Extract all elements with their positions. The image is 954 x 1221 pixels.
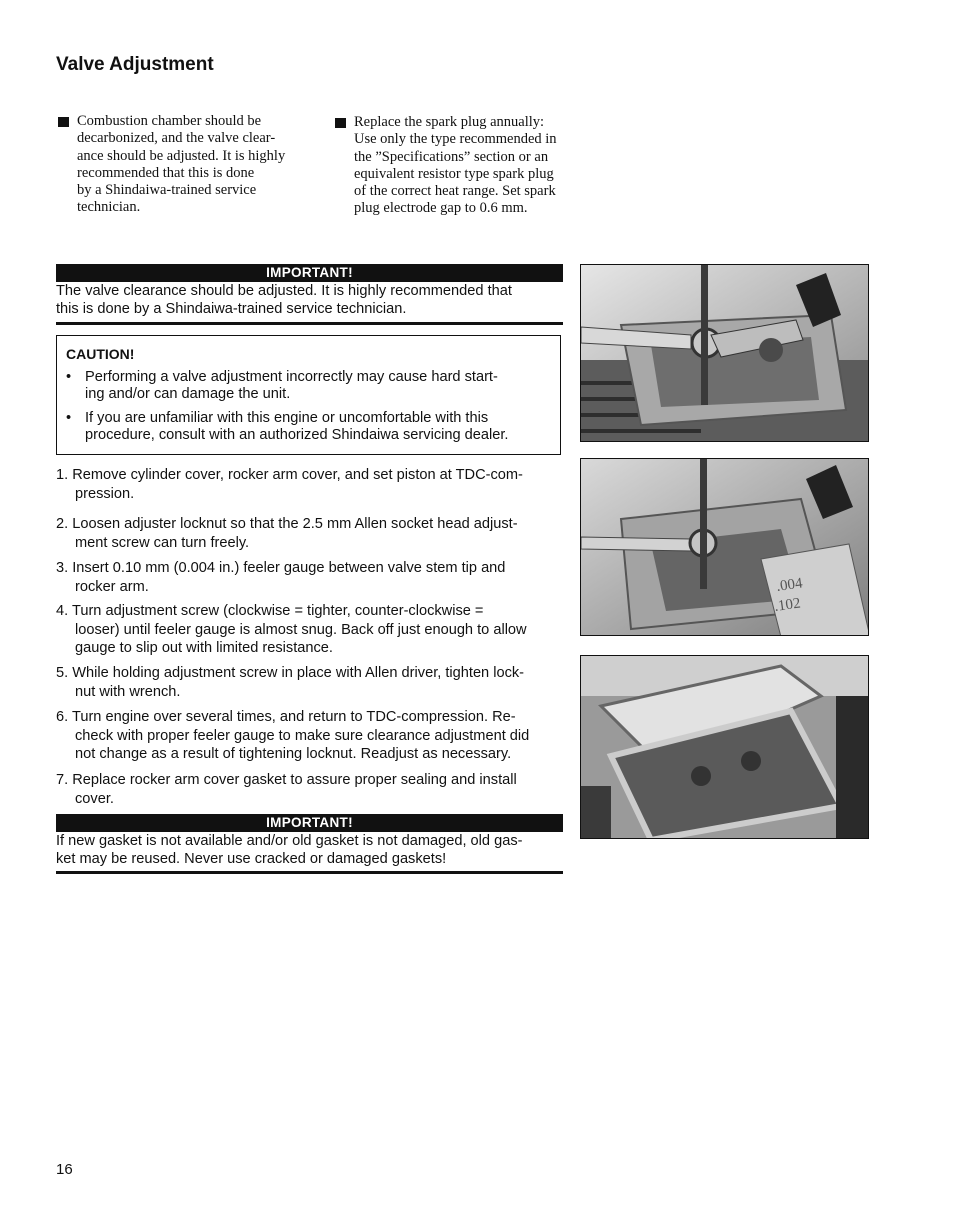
procedure-step bbox=[56, 771, 568, 808]
page-title: Valve Adjustment bbox=[56, 54, 214, 75]
procedure-step bbox=[56, 664, 568, 701]
intro-text-spark-plug: Replace the spark plug annually: Use only the type recommended in the ”Specifications” section or an equivalent resistor type spark plug of the correct heat range. Set spark plug electrode gap to 0.6 mm. bbox=[354, 114, 557, 217]
intro-column-spark-plug bbox=[335, 114, 585, 218]
step-text-first-line: 3. Insert 0.10 mm (0.004 in.) feeler gauge between valve stem tip and bbox=[56, 560, 506, 576]
intro-text-decarbonize: Combustion chamber should be decarbonized, and the valve clear- ance should be adjusted. It is highly recommended that this is done by a Shindaiwa-trained service technician. bbox=[77, 113, 286, 216]
bullet-dot-icon: • bbox=[66, 410, 72, 426]
caution-item bbox=[66, 369, 546, 404]
gauge-marking-mm: .102 bbox=[773, 595, 802, 615]
caution-item bbox=[66, 410, 546, 445]
square-bullet-icon bbox=[58, 117, 69, 127]
step-text-first-line: 2. Loosen adjuster locknut so that the 2.5 mm Allen socket head adjust- bbox=[56, 516, 518, 532]
photo-wrench-on-rocker-arm bbox=[580, 264, 869, 442]
important-banner: IMPORTANT! bbox=[56, 814, 563, 832]
procedure-step bbox=[56, 602, 568, 658]
procedure-step bbox=[56, 559, 568, 596]
important-text: If new gasket is not available and/or old gasket is not damaged, old gas- ket may be reused. Never use cracked or damaged gaskets! bbox=[56, 833, 523, 867]
bullet-dot-icon: • bbox=[66, 369, 72, 385]
step-text-continued: check with proper feeler gauge to make sure clearance adjustment did not change as a result of tightening locknut. Readjust as necessary. bbox=[75, 727, 530, 762]
step-text-first-line: 1. Remove cylinder cover, rocker arm cover, and set piston at TDC-com- bbox=[56, 467, 523, 483]
procedure-step bbox=[56, 515, 568, 552]
important-text: The valve clearance should be adjusted. It is highly recommended that this is done by a Shindaiwa-trained service technician. bbox=[56, 283, 512, 317]
intro-column-decarbonize bbox=[58, 113, 320, 217]
page-number: 16 bbox=[56, 1161, 73, 1178]
important-banner: IMPORTANT! bbox=[56, 264, 563, 282]
step-text-continued: looser) until feeler gauge is almost snug. Back off just enough to allow gauge to slip out with limited resistance. bbox=[75, 621, 527, 656]
caution-box bbox=[56, 335, 561, 455]
gauge-marking-inch: .004 bbox=[775, 575, 804, 595]
procedure-step bbox=[56, 708, 568, 764]
step-text-first-line: 7. Replace rocker arm cover gasket to assure proper sealing and install bbox=[56, 772, 517, 788]
step-text-first-line: 5. While holding adjustment screw in place with Allen driver, tighten lock- bbox=[56, 665, 525, 681]
caution-item-text: Performing a valve adjustment incorrectly may cause hard start- ing and/or can damage the unit. bbox=[85, 369, 498, 403]
photo-feeler-gauge bbox=[580, 458, 869, 636]
step-text-continued: pression. bbox=[75, 485, 135, 502]
photo-rocker-cover-gasket bbox=[580, 655, 869, 839]
step-text-first-line: 6. Turn engine over several times, and return to TDC-compression. Re- bbox=[56, 709, 516, 725]
caution-title: CAUTION! bbox=[66, 346, 135, 362]
step-text-first-line: 4. Turn adjustment screw (clockwise = tighter, counter-clockwise = bbox=[56, 603, 484, 619]
step-text-continued: ment screw can turn freely. bbox=[75, 534, 250, 551]
step-text-continued: nut with wrench. bbox=[75, 683, 181, 700]
square-bullet-icon bbox=[335, 118, 346, 128]
step-text-continued: cover. bbox=[75, 790, 114, 807]
caution-item-text: If you are unfamiliar with this engine or uncomfortable with this procedure, consult with an authorized Shindaiwa servicing dealer. bbox=[85, 410, 509, 444]
procedure-step bbox=[56, 466, 568, 503]
step-text-continued: rocker arm. bbox=[75, 578, 149, 595]
divider-rule bbox=[56, 322, 563, 325]
divider-rule bbox=[56, 871, 563, 874]
